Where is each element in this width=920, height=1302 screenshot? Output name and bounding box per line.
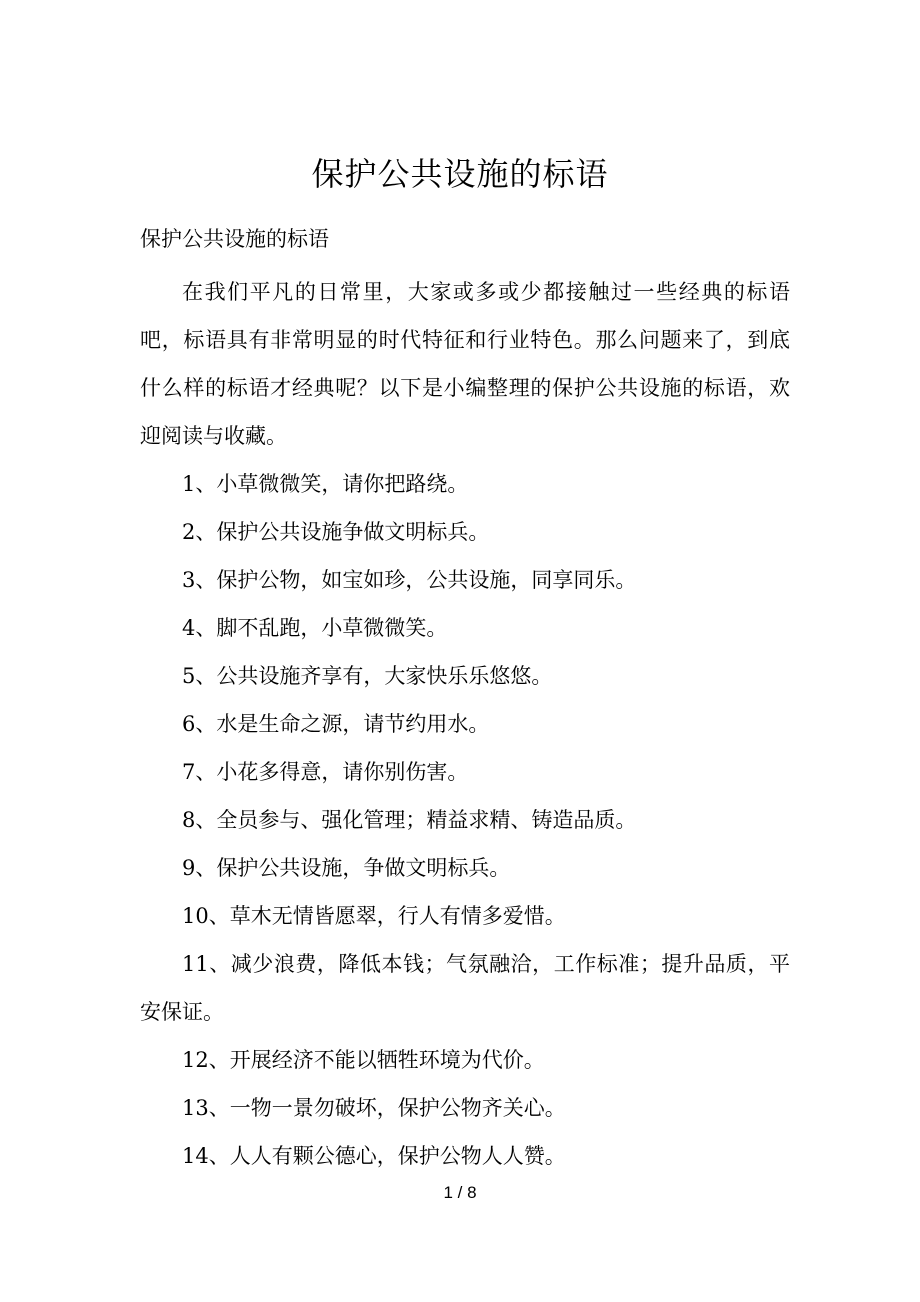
page-number: 1 / 8 [443,1183,477,1202]
slogan-item: 10、草木无情皆愿翠，行人有情多爱惜。 [182,904,566,928]
slogan-item: 5、公共设施齐享有，大家快乐乐悠悠。 [182,664,553,688]
slogan-item: 13、一物一景勿破坏，保护公物齐关心。 [182,1096,566,1120]
slogan-item: 6、水是生命之源，请节约用水。 [182,712,490,736]
intro-paragraph: 在我们平凡的日常里，大家或多或少都接触过一些经典的标语吧，标语具有非常明显的时代特征和行业特色。那么问题来了，到底什么样的标语才经典呢？以下是小编整理的保护公共设施的标语，欢迎阅读与收藏。 [140,280,790,448]
document-title: 保护公共设施的标语 [311,155,609,193]
document-body [140,268,790,1180]
slogan-item: 4、脚不乱跑，小草微微笑。 [182,616,448,640]
slogan-item: 11、减少浪费，降低本钱；气氛融洽，工作标准；提升品质，平安保证。 [140,952,790,1024]
slogan-item: 14、人人有颗公德心，保护公物人人赞。 [182,1144,566,1168]
slogan-item: 8、全员参与、强化管理；精益求精、铸造品质。 [182,808,637,832]
slogan-item: 1、小草微微笑，请你把路绕。 [182,472,469,496]
slogan-item: 7、小花多得意，请你别伤害。 [182,760,469,784]
slogan-item: 12、开展经济不能以牺牲环境为代价。 [182,1048,545,1072]
slogan-item: 9、保护公共设施，争做文明标兵。 [182,856,511,880]
slogan-list [140,460,790,1180]
slogan-item: 3、保护公物，如宝如珍，公共设施，同享同乐。 [182,568,637,592]
document-subtitle: 保护公共设施的标语 [140,227,329,251]
slogan-item: 2、保护公共设施争做文明标兵。 [182,520,490,544]
